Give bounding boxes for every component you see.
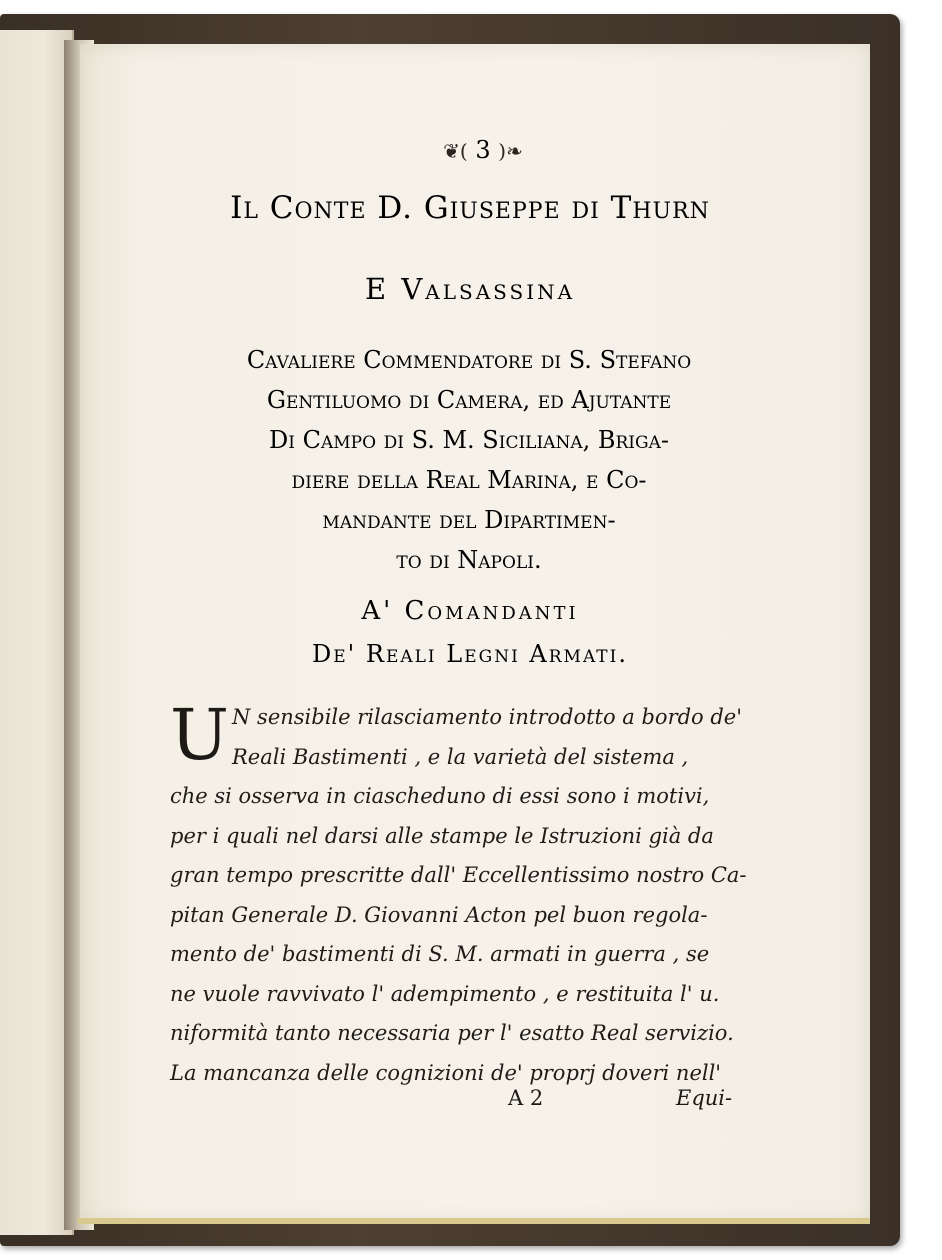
- subtitle-line: Gentiluomo di Camera, ed Ajutante: [266, 386, 672, 414]
- subtitle-line: to di Napoli.: [396, 546, 542, 574]
- body-line: per i quali nel darsi alle stampe le Istruzioni già da: [170, 823, 714, 848]
- signature-mark: A 2: [508, 1086, 544, 1110]
- left-page-edge: [0, 30, 74, 1235]
- subtitle-line: mandante del Dipartimen-: [322, 506, 616, 534]
- catchword: Equi-: [676, 1086, 733, 1110]
- body-text: [170, 694, 770, 1093]
- body-line: niformità tanto necessaria per l' esatto Real servizio.: [170, 1021, 734, 1045]
- address-line-2: De' Reali Legni Armati.: [312, 640, 628, 668]
- subtitle-block: [178, 340, 760, 580]
- body-line: pitan Generale D. Giovanni Acton pel buon regola-: [170, 902, 708, 927]
- subtitle-line: diere della Real Marina, e Co-: [291, 466, 647, 494]
- body-line: ne vuole ravvivato l' adempimento , e restituita l' u.: [170, 981, 720, 1006]
- title-line-2: E Valsassina: [364, 272, 576, 306]
- body-line: N sensibile rilasciamento introdotto a bordo de': [232, 705, 743, 729]
- body-line: che si osserva in ciascheduno di essi sono i motivi,: [170, 784, 710, 808]
- address-line-1: A' Comandanti: [361, 596, 579, 626]
- subtitle-line: Di Campo di S. M. Siciliana, Briga-: [269, 426, 669, 454]
- body-line: Reali Bastimenti , e la varietà del sistema ,: [232, 744, 689, 769]
- body-line: gran tempo prescritte dall' Eccellentissimo nostro Ca-: [170, 863, 747, 887]
- page-number: 3: [475, 136, 491, 164]
- title-line-1: Il Conte D. Giuseppe di Thurn: [230, 190, 710, 226]
- page-edge-bottom: [78, 1218, 870, 1224]
- subtitle-line: Cavaliere Commendatore di S. Stefano: [246, 346, 692, 374]
- body-line: La mancanza delle cognizioni de' proprj doveri nell': [170, 1060, 722, 1085]
- ornament-left-icon: ❦(: [443, 139, 468, 163]
- body-line: mento de' bastimenti di S. M. armati in guerra , se: [170, 942, 710, 966]
- ornament-right-icon: )❧: [498, 139, 523, 163]
- page-header: [418, 136, 548, 176]
- drop-cap: U: [170, 694, 229, 776]
